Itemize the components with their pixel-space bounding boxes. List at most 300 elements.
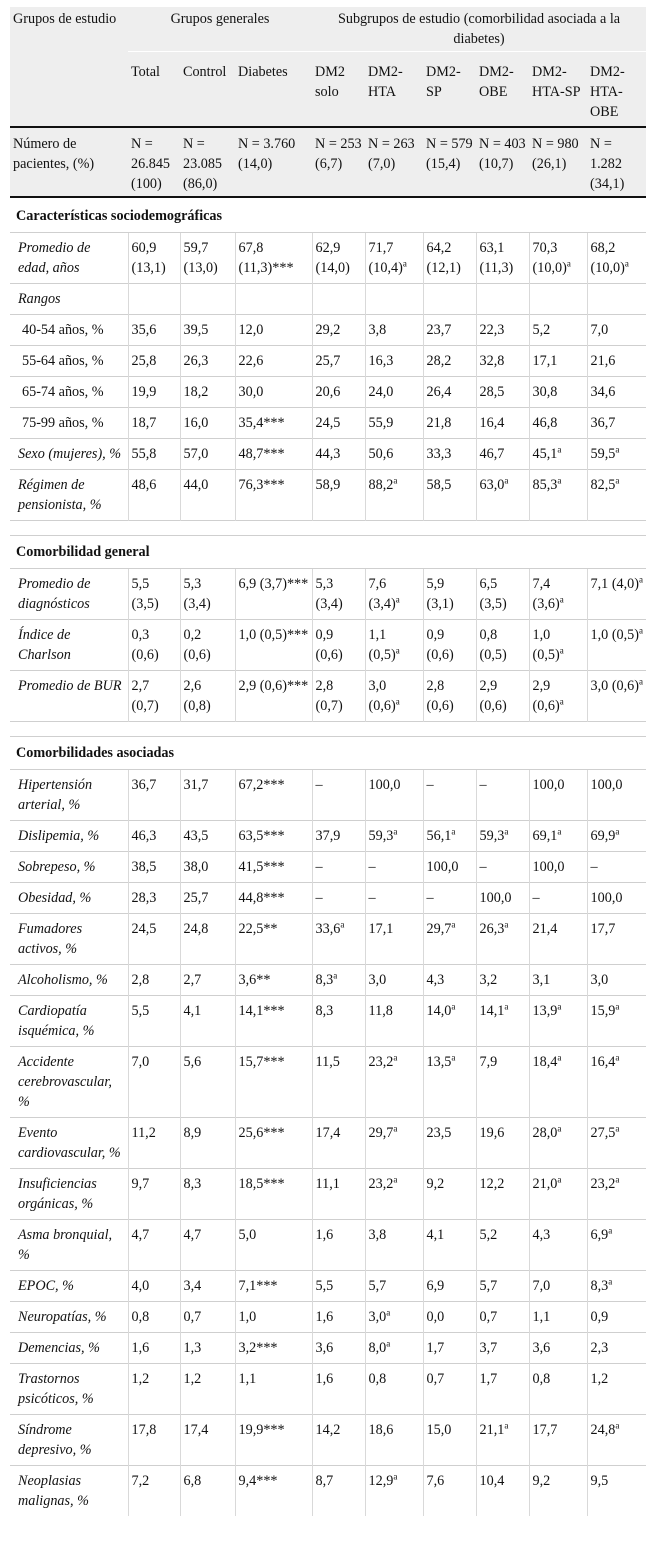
cell-value: 19,6 xyxy=(479,1125,505,1141)
cell-value: 50,6 xyxy=(368,446,394,462)
cell-value: 0,8 xyxy=(532,1371,551,1387)
table-cell xyxy=(128,470,180,521)
cell-value: 3,6** xyxy=(238,972,271,988)
cell-value: 24,0 xyxy=(368,384,394,400)
table-cell xyxy=(365,1047,423,1118)
cell-value: 3,0 xyxy=(368,1309,387,1325)
significance-mark: a xyxy=(559,645,564,656)
cell-value: 16,0 xyxy=(183,415,209,431)
section-header-row xyxy=(10,197,646,233)
table-row xyxy=(10,408,646,439)
table-cell xyxy=(423,408,476,439)
patients-row xyxy=(10,127,646,197)
column-header: DM2 solo xyxy=(312,52,365,128)
cell-value: 4,1 xyxy=(183,1003,202,1019)
cell-value: 11,8 xyxy=(368,1003,393,1019)
significance-mark: a xyxy=(504,475,509,486)
table-cell xyxy=(587,408,646,439)
cell-value: 2,3 xyxy=(590,1340,609,1356)
table-cell xyxy=(180,965,235,996)
row-label: Alcoholismo, % xyxy=(10,965,128,996)
table-cell xyxy=(587,1415,646,1466)
table-cell xyxy=(235,620,312,671)
table-cell xyxy=(365,377,423,408)
row-label: Índice de Charlson xyxy=(10,620,128,671)
cell-value: 8,0 xyxy=(368,1340,387,1356)
cell-value: 36,7 xyxy=(590,415,616,431)
cell-value: 9,5 xyxy=(590,1473,609,1489)
cell-value: 5,2 xyxy=(532,322,551,338)
table-cell xyxy=(235,770,312,821)
cell-value: 22,5** xyxy=(238,921,278,937)
table-cell xyxy=(365,315,423,346)
cell-value: – xyxy=(590,859,598,875)
table-cell xyxy=(235,1466,312,1517)
significance-mark: a xyxy=(395,594,400,605)
cell-value: 32,8 xyxy=(479,353,505,369)
cell-value: 7,2 xyxy=(131,1473,150,1489)
significance-mark: a xyxy=(395,645,400,656)
table-cell xyxy=(476,821,529,852)
cell-value: 48,7*** xyxy=(238,446,285,462)
significance-mark: a xyxy=(615,1174,620,1185)
cell-value: 5,7 xyxy=(368,1278,387,1294)
cell-value: 30,8 xyxy=(532,384,558,400)
patients-cell: N = 403 (10,7) xyxy=(479,136,526,172)
cell-value: 17,4 xyxy=(315,1125,341,1141)
table-cell xyxy=(587,233,646,284)
table-cell xyxy=(180,1047,235,1118)
cell-value: – xyxy=(532,890,540,906)
table-cell xyxy=(529,821,587,852)
table-cell xyxy=(529,1271,587,1302)
cell-value: 0,7 xyxy=(426,1371,445,1387)
cell-value: 0,0 xyxy=(426,1309,445,1325)
table-row xyxy=(10,1466,646,1517)
row-label: Síndrome depresivo, % xyxy=(10,1415,128,1466)
cell-value: 1,6 xyxy=(315,1309,334,1325)
cell-value: 35,6 xyxy=(131,322,157,338)
significance-mark: a xyxy=(615,1001,620,1012)
cell-value: 55,8 xyxy=(131,446,157,462)
table-cell xyxy=(423,883,476,914)
table-cell xyxy=(587,1271,646,1302)
table-cell xyxy=(128,770,180,821)
cell-value: 8,3 xyxy=(183,1176,202,1192)
table-cell xyxy=(529,346,587,377)
table-cell xyxy=(365,1415,423,1466)
table-cell xyxy=(180,620,235,671)
data-table xyxy=(10,7,646,1516)
table-cell xyxy=(365,1333,423,1364)
row-label: Dislipemia, % xyxy=(10,821,128,852)
table-row xyxy=(10,852,646,883)
table-cell xyxy=(235,1047,312,1118)
cell-value: – xyxy=(426,890,434,906)
cell-value: 5,5 xyxy=(315,1278,334,1294)
table-cell xyxy=(180,914,235,965)
section-header-row xyxy=(10,536,646,569)
cell-value: 100,0 xyxy=(532,777,565,793)
cell-value: 3,0 (0,6) xyxy=(590,678,639,694)
table-cell xyxy=(587,852,646,883)
table-cell xyxy=(529,377,587,408)
cell-value: 100,0 xyxy=(479,890,512,906)
cell-value: 68,2 (10,0) xyxy=(590,240,625,276)
table-cell xyxy=(180,1220,235,1271)
cell-value: 0,2 (0,6) xyxy=(183,627,211,663)
cell-value: 8,3 xyxy=(590,1278,609,1294)
table-cell xyxy=(128,569,180,620)
cell-value: 5,7 xyxy=(479,1278,498,1294)
significance-mark: a xyxy=(333,970,338,981)
cell-value: 70,3 (10,0) xyxy=(532,240,567,276)
cell-value: 9,7 xyxy=(131,1176,150,1192)
table-cell xyxy=(365,1302,423,1333)
table-cell xyxy=(312,914,365,965)
cell-value: 8,3 xyxy=(315,972,334,988)
significance-mark: a xyxy=(393,1471,398,1482)
table-cell xyxy=(128,914,180,965)
cell-value: 17,1 xyxy=(368,921,394,937)
table-cell xyxy=(587,996,646,1047)
table-cell xyxy=(128,1302,180,1333)
table-cell xyxy=(365,996,423,1047)
cell-value: 1,2 xyxy=(183,1371,202,1387)
column-header: DM2-HTA xyxy=(365,52,423,128)
cell-value: 11,2 xyxy=(131,1125,156,1141)
table-cell xyxy=(529,671,587,722)
significance-mark: a xyxy=(393,1174,398,1185)
cell-value: 6,9 xyxy=(426,1278,445,1294)
cell-value: 1,0 (0,5) xyxy=(532,627,560,663)
column-header: Control xyxy=(180,52,235,128)
cell-value: 29,7 xyxy=(426,921,452,937)
table-cell xyxy=(476,1118,529,1169)
cell-value: 21,8 xyxy=(426,415,452,431)
table-cell xyxy=(587,315,646,346)
cell-value: 4,7 xyxy=(131,1227,150,1243)
cell-value: 17,1 xyxy=(532,353,558,369)
cell-value: 25,8 xyxy=(131,353,157,369)
table-cell xyxy=(423,1415,476,1466)
cell-value: 18,7 xyxy=(131,415,157,431)
table-cell xyxy=(529,470,587,521)
significance-mark: a xyxy=(615,826,620,837)
column-header: DM2-HTA-SP xyxy=(529,52,587,128)
table-row xyxy=(10,620,646,671)
cell-value: 9,4*** xyxy=(238,1473,278,1489)
cell-value: 56,1 xyxy=(426,828,452,844)
cell-value: 4,1 xyxy=(426,1227,445,1243)
table-cell xyxy=(235,377,312,408)
cell-value: 60,9 (13,1) xyxy=(131,240,166,276)
table-cell xyxy=(587,1302,646,1333)
cell-value: – xyxy=(315,890,323,906)
table-cell xyxy=(128,315,180,346)
table-cell xyxy=(423,1047,476,1118)
cell-value: 100,0 xyxy=(368,777,401,793)
table-cell xyxy=(235,233,312,284)
cell-value: 18,2 xyxy=(183,384,209,400)
table-cell xyxy=(128,1271,180,1302)
table-cell xyxy=(365,1466,423,1517)
cell-value: 7,4 (3,6) xyxy=(532,576,560,612)
significance-mark: a xyxy=(386,1307,391,1318)
table-cell xyxy=(128,284,180,315)
cell-value: 2,9 (0,6)*** xyxy=(238,678,309,694)
table-cell xyxy=(128,852,180,883)
table-row xyxy=(10,1415,646,1466)
table-row xyxy=(10,284,646,315)
row-label: Evento cardiovascular, % xyxy=(10,1118,128,1169)
significance-mark: a xyxy=(557,1052,562,1063)
cell-value: 3,0 (0,6) xyxy=(368,678,396,714)
cell-value: 2,9 (0,6) xyxy=(479,678,507,714)
cell-value: 1,1 (0,5) xyxy=(368,627,396,663)
cell-value: 33,3 xyxy=(426,446,452,462)
cell-value: 3,8 xyxy=(368,1227,387,1243)
table-row xyxy=(10,1302,646,1333)
cell-value: 64,2 (12,1) xyxy=(426,240,461,276)
cell-value: 45,1 xyxy=(532,446,558,462)
table-row xyxy=(10,233,646,284)
cell-value: 23,7 xyxy=(426,322,452,338)
row-label: Trastornos psicóticos, % xyxy=(10,1364,128,1415)
cell-value: 2,8 (0,6) xyxy=(426,678,454,714)
table-cell xyxy=(235,470,312,521)
row-label: 55-64 años, % xyxy=(10,346,128,377)
table-cell xyxy=(365,671,423,722)
cell-value: 67,2*** xyxy=(238,777,285,793)
cell-value: 21,1 xyxy=(479,1422,505,1438)
column-header: DM2-HTA-OBE xyxy=(587,52,646,128)
cell-value: 1,7 xyxy=(426,1340,445,1356)
row-label: Neuropatías, % xyxy=(10,1302,128,1333)
cell-value: 88,2 xyxy=(368,477,394,493)
table-cell xyxy=(128,1118,180,1169)
significance-mark: a xyxy=(402,258,407,269)
cell-value: 21,4 xyxy=(532,921,558,937)
table-cell xyxy=(587,914,646,965)
significance-mark: a xyxy=(639,625,643,636)
table-cell xyxy=(423,914,476,965)
cell-value: 9,2 xyxy=(532,1473,551,1489)
table-cell xyxy=(587,470,646,521)
table-cell xyxy=(312,1466,365,1517)
table-cell xyxy=(587,1364,646,1415)
cell-value: 4,3 xyxy=(426,972,445,988)
table-cell xyxy=(529,284,587,315)
table-cell xyxy=(476,377,529,408)
cell-value: 36,7 xyxy=(131,777,157,793)
table-cell xyxy=(312,1169,365,1220)
table-cell xyxy=(529,965,587,996)
significance-mark: a xyxy=(393,826,398,837)
section-gap xyxy=(10,722,646,737)
table-cell xyxy=(312,1364,365,1415)
table-cell xyxy=(180,377,235,408)
row-label: Neoplasias malignas, % xyxy=(10,1466,128,1517)
table-cell xyxy=(128,671,180,722)
significance-mark: a xyxy=(504,919,509,930)
cell-value: 1,6 xyxy=(131,1340,150,1356)
table-cell xyxy=(312,965,365,996)
table-cell xyxy=(529,1415,587,1466)
cell-value: 63,1 (11,3) xyxy=(479,240,514,276)
table-cell xyxy=(312,1220,365,1271)
cell-value: 0,7 xyxy=(479,1309,498,1325)
table-cell xyxy=(423,1271,476,1302)
significance-mark: a xyxy=(451,1001,456,1012)
cell-value: 30,0 xyxy=(238,384,264,400)
table-cell xyxy=(128,1466,180,1517)
table-cell xyxy=(587,1047,646,1118)
cell-value: 28,2 xyxy=(426,353,452,369)
cell-value: 0,9 (0,6) xyxy=(315,627,343,663)
cell-value: 21,6 xyxy=(590,353,616,369)
cell-value: 1,6 xyxy=(315,1371,334,1387)
table-cell xyxy=(476,914,529,965)
cell-value: – xyxy=(479,859,487,875)
cell-value: 3,0 xyxy=(590,972,609,988)
table-row xyxy=(10,965,646,996)
row-label: 40-54 años, % xyxy=(10,315,128,346)
significance-mark: a xyxy=(386,1338,391,1349)
patients-cell: N = 253 (6,7) xyxy=(315,136,362,172)
cell-value: 20,6 xyxy=(315,384,341,400)
table-cell xyxy=(365,770,423,821)
table-cell xyxy=(312,284,365,315)
table-cell xyxy=(587,439,646,470)
table-row xyxy=(10,821,646,852)
cell-value: 1,6 xyxy=(315,1227,334,1243)
table-cell xyxy=(312,1415,365,1466)
table-row xyxy=(10,1169,646,1220)
table-row xyxy=(10,1333,646,1364)
cell-value: 55,9 xyxy=(368,415,394,431)
cell-value: 10,4 xyxy=(479,1473,505,1489)
cell-value: 39,5 xyxy=(183,322,209,338)
table-cell xyxy=(476,1415,529,1466)
significance-mark: a xyxy=(566,258,571,269)
cell-value: 18,4 xyxy=(532,1054,558,1070)
row-label: Hipertensión arterial, % xyxy=(10,770,128,821)
cell-value: 7,0 xyxy=(131,1054,150,1070)
cell-value: 5,2 xyxy=(479,1227,498,1243)
table-cell xyxy=(180,346,235,377)
table-row xyxy=(10,1118,646,1169)
cell-value: 57,0 xyxy=(183,446,209,462)
table-cell xyxy=(423,1169,476,1220)
cell-value: 85,3 xyxy=(532,477,558,493)
table-cell xyxy=(312,996,365,1047)
table-cell xyxy=(312,852,365,883)
table-cell xyxy=(312,1271,365,1302)
cell-value: 34,6 xyxy=(590,384,616,400)
cell-value: 58,5 xyxy=(426,477,452,493)
cell-value: 6,5 (3,5) xyxy=(479,576,507,612)
table-cell xyxy=(235,408,312,439)
cell-value: 24,8 xyxy=(183,921,209,937)
table-cell xyxy=(180,1118,235,1169)
cell-value: – xyxy=(315,859,323,875)
table-cell xyxy=(587,620,646,671)
cell-value: 0,8 (0,5) xyxy=(479,627,507,663)
table-cell xyxy=(128,439,180,470)
table-cell xyxy=(365,233,423,284)
significance-mark: a xyxy=(451,826,456,837)
table-cell xyxy=(587,1169,646,1220)
table-cell xyxy=(476,1333,529,1364)
cell-value: 3,2*** xyxy=(238,1340,278,1356)
cell-value: 59,3 xyxy=(368,828,394,844)
cell-value: 14,1*** xyxy=(238,1003,285,1019)
cell-value: 11,1 xyxy=(315,1176,340,1192)
cell-value: 31,7 xyxy=(183,777,209,793)
cell-value: 35,4*** xyxy=(238,415,285,431)
table-cell xyxy=(312,821,365,852)
table-cell xyxy=(423,315,476,346)
table-row xyxy=(10,377,646,408)
table-cell xyxy=(235,996,312,1047)
column-header: DM2-OBE xyxy=(476,52,529,128)
table-cell xyxy=(476,233,529,284)
row-label: Régimen de pensionista, % xyxy=(10,470,128,521)
table-cell xyxy=(423,770,476,821)
cell-value: 2,6 (0,8) xyxy=(183,678,211,714)
cell-value: 0,8 xyxy=(368,1371,387,1387)
table-cell xyxy=(423,439,476,470)
table-cell xyxy=(587,1466,646,1517)
cell-value: 2,8 xyxy=(131,972,150,988)
table-cell xyxy=(476,1047,529,1118)
cell-value: 24,5 xyxy=(315,415,341,431)
table-cell xyxy=(128,1047,180,1118)
table-cell xyxy=(235,315,312,346)
cell-value: 17,8 xyxy=(131,1422,157,1438)
table-cell xyxy=(312,569,365,620)
significance-mark: a xyxy=(557,475,562,486)
table-cell xyxy=(128,996,180,1047)
table-cell xyxy=(529,439,587,470)
cell-value: 8,9 xyxy=(183,1125,202,1141)
cell-value: 100,0 xyxy=(426,859,459,875)
table-cell xyxy=(180,1302,235,1333)
section-gap-cell xyxy=(10,722,646,737)
table-cell xyxy=(180,770,235,821)
cell-value: 23,2 xyxy=(590,1176,616,1192)
table-cell xyxy=(476,852,529,883)
cell-value: 25,7 xyxy=(315,353,341,369)
table-cell xyxy=(423,852,476,883)
cell-value: 1,3 xyxy=(183,1340,202,1356)
table-cell xyxy=(529,1364,587,1415)
table-cell xyxy=(587,1220,646,1271)
table-cell xyxy=(365,883,423,914)
section-gap-cell xyxy=(10,521,646,536)
cell-value: 14,1 xyxy=(479,1003,505,1019)
patients-label: Número de pacientes, (%) xyxy=(13,136,95,172)
table-cell xyxy=(476,315,529,346)
significance-mark: a xyxy=(393,475,398,486)
cell-value: 0,9 xyxy=(590,1309,609,1325)
table-cell xyxy=(476,439,529,470)
cell-value: 3,0 xyxy=(368,972,387,988)
cell-value: 16,3 xyxy=(368,353,394,369)
table-cell xyxy=(312,233,365,284)
table-cell xyxy=(180,821,235,852)
